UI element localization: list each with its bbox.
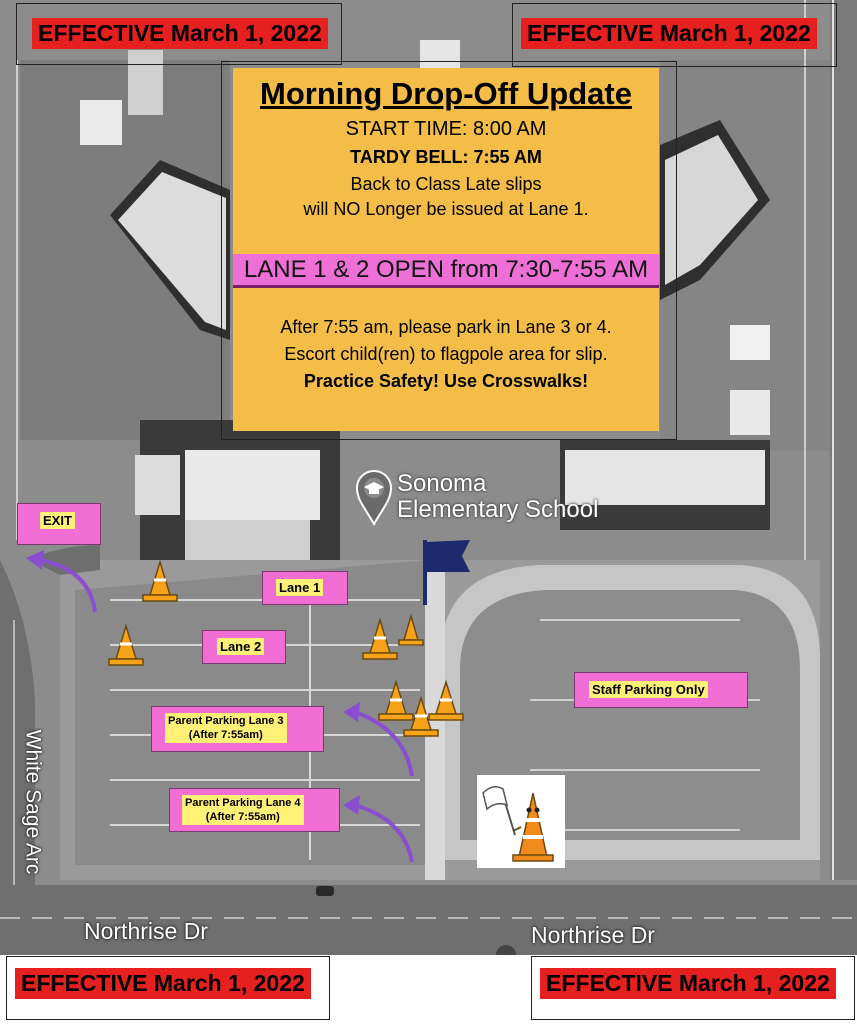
late-slips-line2: will NO Longer be issued at Lane 1. (303, 199, 589, 219)
building (730, 325, 770, 360)
effective-notice-text: EFFECTIVE March 1, 2022 (521, 18, 817, 49)
start-time: START TIME: 8:00 AM (345, 118, 547, 140)
safety-message: Practice Safety! Use Crosswalks! (303, 371, 589, 391)
school-name-line1: Sonoma (397, 470, 487, 497)
exit-label (17, 503, 101, 545)
announcement-panel (233, 68, 659, 431)
road-label-white-sage: White Sage Arc (21, 729, 45, 875)
lane-open-banner: LANE 1 & 2 OPEN from 7:30-7:55 AM (233, 254, 659, 286)
effective-notice-top-left (16, 3, 342, 65)
effective-notice-text: EFFECTIVE March 1, 2022 (540, 968, 836, 999)
lane2-label-text: Lane 2 (217, 638, 264, 655)
staff-parking-label-text: Staff Parking Only (589, 681, 708, 698)
cone-mascot-icon (477, 775, 565, 868)
exit-label-text: EXIT (40, 512, 75, 529)
building (80, 100, 122, 145)
building-roof (185, 520, 310, 560)
announcement-title: Morning Drop-Off Update (260, 76, 632, 111)
lane3-label-line2: (After 7:55am) (188, 729, 263, 741)
lane-open-underline (233, 285, 659, 288)
after-line2: Escort child(ren) to flagpole area for slip. (284, 344, 608, 364)
staff-parking-label (574, 672, 748, 708)
car (316, 886, 334, 896)
lane3-label-line1: Parent Parking Lane 3 (168, 715, 284, 727)
effective-notice-bottom-right (531, 956, 855, 1020)
lane3-label-text (165, 713, 287, 743)
effective-notice-top-right (512, 3, 837, 67)
building-roof (135, 455, 180, 515)
lane4-label-line2: (After 7:55am) (205, 811, 280, 823)
road-label-northrise-left: Northrise Dr (84, 918, 208, 944)
school-name-label (397, 471, 598, 523)
road-label-northrise-right: Northrise Dr (531, 922, 655, 948)
effective-notice-text: EFFECTIVE March 1, 2022 (32, 18, 328, 49)
building-roof (185, 450, 320, 520)
lane3-label (151, 706, 324, 752)
effective-notice-bottom-left (6, 956, 330, 1020)
school-name-line2: Elementary School (397, 496, 599, 523)
lane1-label (262, 571, 348, 605)
after-line1: After 7:55 am, please park in Lane 3 or 4. (280, 317, 612, 337)
lane2-label (202, 630, 286, 664)
late-slips-line1: Back to Class Late slips (350, 174, 542, 194)
lane4-label-line1: Parent Parking Lane 4 (185, 797, 301, 809)
lane4-label (169, 788, 340, 832)
lane4-label-text (182, 795, 304, 825)
tardy-bell: TARDY BELL: 7:55 AM (350, 147, 542, 167)
effective-notice-text: EFFECTIVE March 1, 2022 (15, 968, 311, 999)
building (730, 390, 770, 435)
lane1-label-text: Lane 1 (276, 579, 323, 596)
